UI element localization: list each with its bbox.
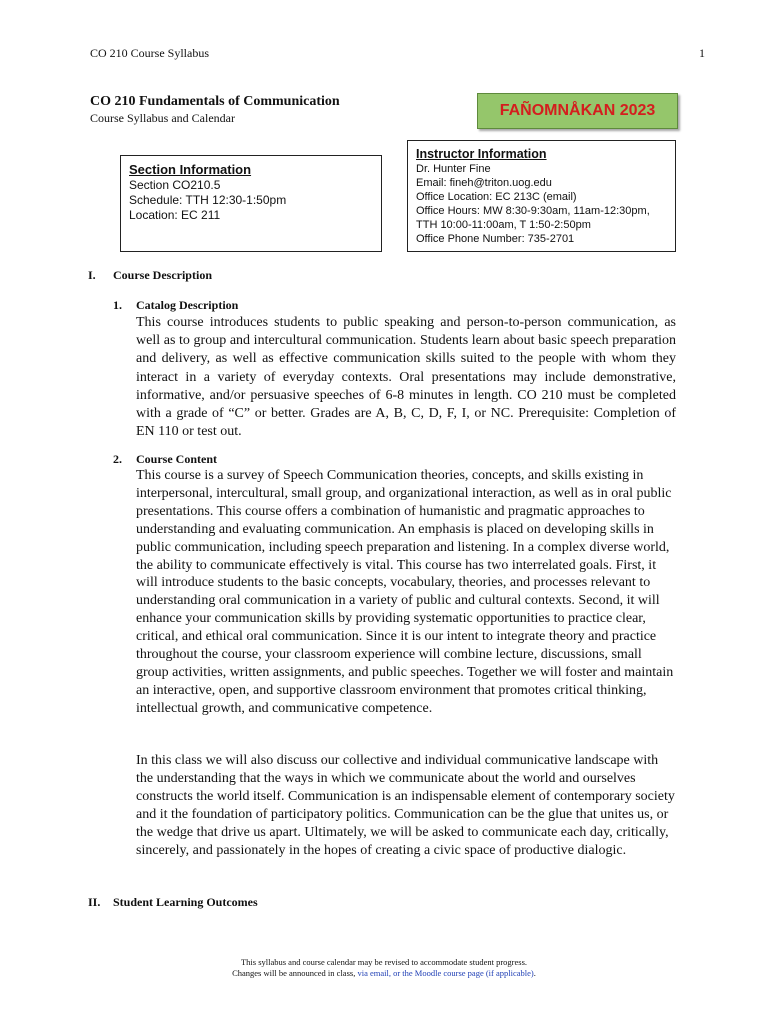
footer-period: . — [533, 968, 536, 978]
subsection-heading-catalog-description: Catalog Description — [136, 298, 239, 312]
section-location: Location: EC 211 — [129, 208, 221, 222]
instructor-email: Email: fineh@triton.uog.edu — [416, 177, 552, 189]
footer-note: This syllabus and course calendar may be revised to accommodate student progress. — [240, 957, 528, 967]
document-title: CO 210 Fundamentals of Communication — [90, 94, 340, 109]
semester-badge: FAÑOMNÅKAN 2023 — [477, 93, 678, 129]
instructor-name: Dr. Hunter Fine — [416, 163, 491, 175]
section-heading-learning-outcomes: Student Learning Outcomes — [113, 895, 258, 909]
section-information-heading: Section Information — [129, 162, 252, 177]
section-numeral: I. — [88, 268, 96, 282]
page-number: 1 — [699, 46, 705, 60]
subsection-number: 2. — [113, 452, 122, 466]
course-content-paragraph: This course is a survey of Speech Communication theories, concepts, and skills existing in interpersonal, intercultural, small group, and organizational interaction, as well as in oral public presentations. This course offers a combination of humanistic and pragmatic approaches to understanding and evaluating communication. An emphasis is placed on developing skills in public communication, including speech preparation and listening. In a complex diverse world, the ability to communicate effectively is vital. This course has two interrelated goals. First, it will introduce students to the basic concepts, vocabulary, theories, and processes relevant to understanding oral communication in a variety of public and cultural contexts. Second, it will enhance your communication skills by providing systematic opportunities to practice clear, critical, and ethical oral communication. Since it is our intent to integrate theory and practice throughout the course, your classroom experience will combine lecture, discussions, small group activities, written assignments, and public speeches. Together we will foster and maintain an interactive, open, and supportive classroom environment that promotes critical thinking, intellectual growth, and communicative competence. — [136, 468, 674, 716]
section-heading-course-description: Course Description — [113, 268, 212, 282]
subsection-heading-course-content: Course Content — [136, 452, 217, 466]
running-header-title: CO 210 Course Syllabus — [90, 46, 210, 60]
section-schedule: Schedule: TTH 12:30-1:50pm — [129, 193, 287, 207]
document-subtitle: Course Syllabus and Calendar — [90, 111, 235, 125]
instructor-office-location: Office Location: EC 213C (email) — [416, 191, 577, 203]
instructor-information-heading: Instructor Information — [416, 147, 547, 161]
course-content-paragraph-2: In this class we will also discuss our collective and individual communicative landscape with the understanding that the ways in which we communicate about the world and ourselves constructs the world itself. Communication is an indispensable element of contemporary society and it the foundation of participatory politics. Communication can be the glue that unites us, or the wedge that drive us apart. Ultimately, we will be asked to communicate each day, critically, sincerely, and passionately in the hopes of creating a civic space of productive dialogic. — [136, 753, 675, 858]
subsection-number: 1. — [113, 298, 122, 312]
section-information-box — [120, 155, 382, 252]
footer-note-line-2 — [0, 968, 768, 979]
footer-text: Changes will be announced in class, — [232, 968, 358, 978]
section-numeral: II. — [88, 895, 101, 909]
footer-link[interactable]: via email, or the Moodle course page (if applicable) — [357, 968, 534, 978]
section-number: Section CO210.5 — [129, 178, 221, 192]
instructor-office-hours-continued: TTH 10:00-11:00am, T 1:50-2:50pm — [416, 219, 591, 231]
instructor-phone: Office Phone Number: 735-2701 — [416, 233, 575, 245]
instructor-office-hours: Office Hours: MW 8:30-9:30am, 11am-12:30pm, — [416, 205, 650, 217]
catalog-description-paragraph: This course introduces students to public speaking and person-to-person communication, as well as to group and intercultural communication. Students learn about basic speech preparation and delivery, as well as effective communication skills suited to the people with whom they interact in a variety of everyday contexts. Oral presentations may include demonstrative, informative, and/or persuasive speeches of 6-8 minutes in length. CO 210 must be completed with a grade of “C” or better. Grades are A, B, C, D, F, I, or NC. Prerequisite: Completion of EN 110 or test out. — [136, 315, 676, 440]
instructor-information-box — [407, 140, 676, 252]
